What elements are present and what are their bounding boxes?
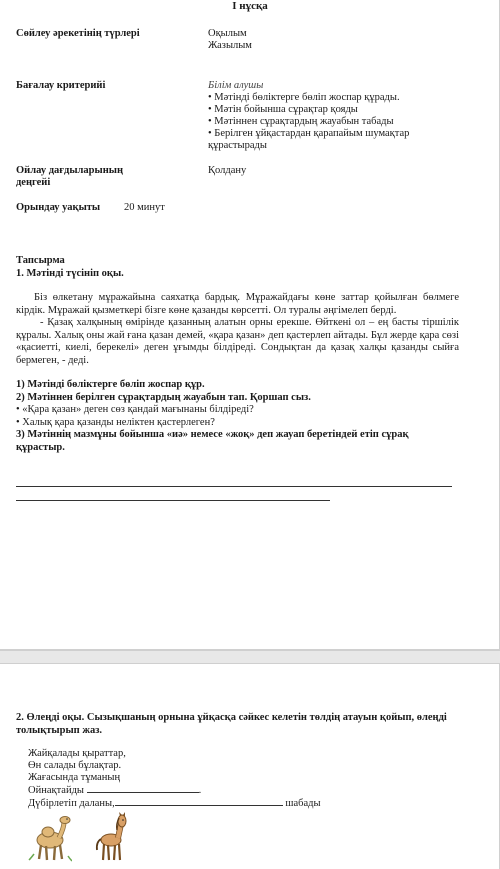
task-2-title: 2. Өлеңді оқы. Сызықшаның орнына ұйқасқа сәйкес келетін төлдің атауын қойып, өлеңді толықтырып жаз. [16, 712, 447, 736]
thinking-level-label-line: Ойлау дағдыларының [16, 165, 124, 176]
poem-blank-1[interactable] [87, 784, 199, 793]
speech-activity-label: Сөйлеу әрекетінің түрлері [16, 28, 140, 39]
thinking-level-label-line: деңгейі [16, 177, 51, 188]
question-3: 3) Мәтіннің мазмұны бойынша «иә» немесе «жоқ» деп жауап беретіндей етіп сұрақ құрастыр. [16, 429, 409, 453]
poem-line: Жайқалады қыраттар, [28, 748, 126, 759]
thinking-level-value: Қолдану [208, 165, 247, 176]
camel-calf-icon [28, 814, 72, 862]
worksheet-page-2 [0, 664, 500, 869]
poem-line-end: . [198, 785, 202, 796]
criteria-item: • Мәтін бойынша сұрақтар қояды [208, 104, 358, 115]
criteria-item: құрастырады [208, 140, 267, 151]
speech-activity-values [208, 28, 252, 52]
question-2b: • Халық қара қазанды неліктен қастерлеген? [16, 416, 215, 428]
text-paragraph-2: - Қазақ халқының өмірінде қазанның алатын орны ерекше. Өйткені ол – ең басты тіршілік құралы. Халық оны жай ғана қазан демей, «қара қазан» деп қастерлеп айтады. Бұл жерде қара сөзі «қасиетті, киелі, берекелі» деген ұғымды білдіреді. Сондықтан да қазақ халқы қазанды сыйға бермеген, - деді. [16, 317, 459, 366]
poem-line-text: Ойнақтайды [28, 785, 84, 796]
time-value: 20 минут [124, 202, 165, 213]
criteria-intro: Білім алушы [208, 80, 264, 91]
poem-line-5 [28, 797, 321, 810]
question-2a: • «Қара қазан» деген сөз қандай мағынаны білдіреді? [16, 404, 254, 415]
criteria-label: Бағалау критерийі [16, 80, 106, 91]
thinking-level-label [16, 165, 123, 189]
criteria-list [208, 80, 409, 152]
criteria-item: • Мәтіннен сұрақтардың жауабын табады [208, 116, 394, 127]
criteria-item: • Мәтінді бөліктерге бөліп жоспар құрады. [208, 92, 400, 103]
text-paragraph-1: Біз өлкетану мұражайына саяхатқа бардық. Мұражайдағы көне заттар қойылған бөлмеге кірдік. Мұражай қызметкері бізге көне қазанды көрсетті. Ол туралы әңгімелеп берді. [16, 292, 459, 316]
speech-value-writing: Жазылым [208, 40, 252, 51]
answer-line[interactable] [16, 486, 452, 487]
criteria-item: • Берілген ұйқастардан қарапайым шумақтар [208, 128, 410, 139]
question-2: 2) Мәтіннен берілген сұрақтардың жауабын тап. Қоршап сыз. [16, 391, 311, 403]
poem-line: Өн салады бұлақтар. [28, 760, 122, 771]
poem-line-text: Дүбірлетіп даланы, [28, 798, 115, 809]
task-1 [16, 255, 459, 454]
task-heading: Тапсырма [16, 255, 65, 266]
page-separator [0, 650, 500, 664]
poem [28, 748, 321, 810]
speech-value-reading: Оқылым [208, 28, 247, 39]
foal-icon [92, 812, 132, 862]
poem-blank-2[interactable] [115, 797, 283, 806]
poem-line: Жағасында тұманың [28, 772, 121, 783]
poem-line-4 [28, 784, 321, 797]
poem-line-end: шабады [285, 798, 321, 809]
task-1-title: 1. Мәтінді түсініп оқы. [16, 267, 124, 279]
answer-line[interactable] [16, 500, 330, 501]
variant-title: І нұсқа [232, 0, 268, 12]
question-1: 1) Мәтінді бөліктерге бөліп жоспар құр. [16, 379, 205, 390]
time-label: Орындау уақыты [16, 202, 101, 213]
